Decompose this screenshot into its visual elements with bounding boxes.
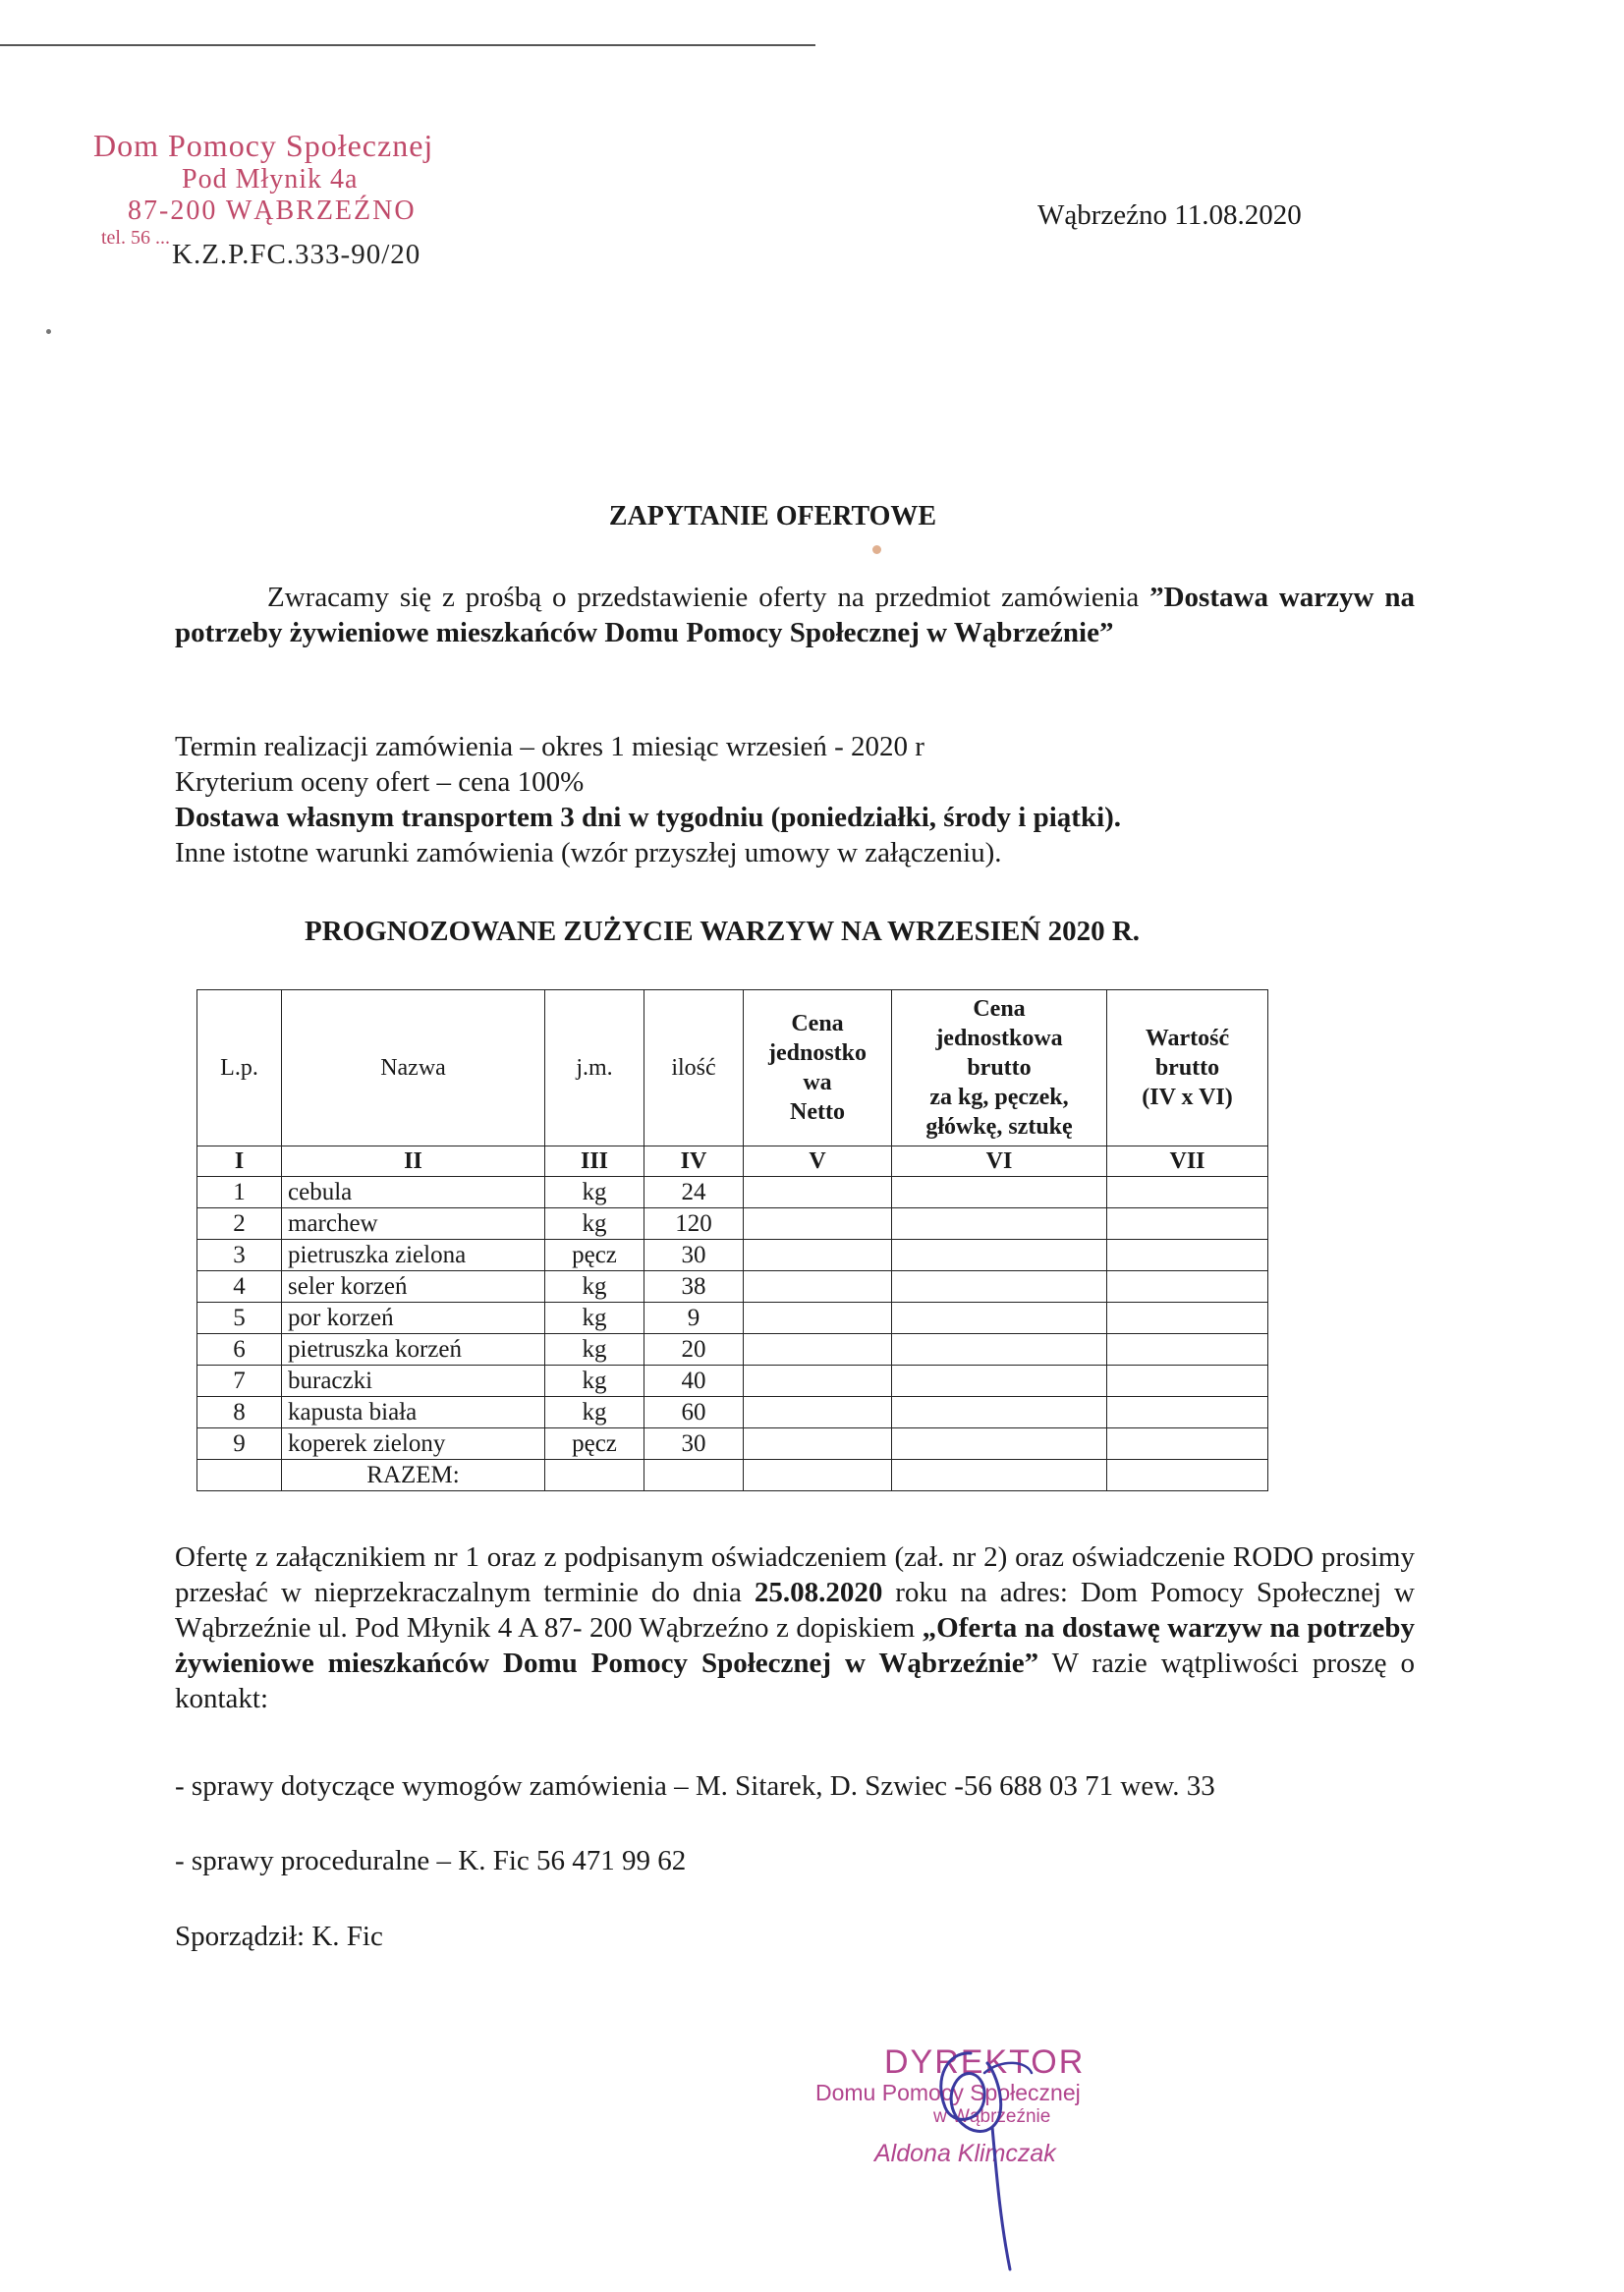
- item-name: pietruszka zielona: [282, 1240, 545, 1271]
- header-gross-value: Wartość brutto (IV x VI): [1107, 990, 1268, 1146]
- row-number: 4: [197, 1271, 282, 1303]
- submission-text: Ofertę z załącznikiem nr 1 oraz z podpisanym oświadczeniem (zał. nr 2) oraz oświadczenie RODO prosimy przesłać w nieprzekraczalnym terminie do dnia: [175, 1541, 1415, 1608]
- director-stamp-institution: Domu Pomocy Społecznej: [815, 2080, 1081, 2105]
- header-unit: j.m.: [545, 990, 644, 1146]
- item-name: koperek zielony: [282, 1428, 545, 1460]
- item-quantity: 38: [644, 1271, 744, 1303]
- header-quantity: ilość: [644, 990, 744, 1146]
- top-rule: [0, 44, 815, 46]
- net-price-cell: [744, 1177, 892, 1208]
- term-line: Termin realizacji zamówienia – okres 1 miesiąc wrzesień - 2020 r: [175, 731, 924, 762]
- row-number: 3: [197, 1240, 282, 1271]
- gross-price-cell: [892, 1397, 1107, 1428]
- contact-intro: W razie wątpliwości proszę o kontakt:: [175, 1648, 1415, 1714]
- row-number: 9: [197, 1428, 282, 1460]
- intro-text: Zwracamy się z prośbą o przedstawienie oferty na przedmiot zamówienia: [267, 582, 1140, 613]
- item-unit: kg: [545, 1334, 644, 1366]
- item-name: por korzeń: [282, 1303, 545, 1334]
- gross-price-cell: [892, 1240, 1107, 1271]
- delivery-line: Dostawa własnym transportem 3 dni w tygodniu (poniedziałki, środy i piątki).: [175, 802, 1122, 833]
- net-price-cell: [744, 1208, 892, 1240]
- header-lp: L.p.: [197, 990, 282, 1146]
- table-body: [197, 1177, 1268, 1460]
- gross-price-cell: [892, 1177, 1107, 1208]
- gross-value-cell: [1107, 1366, 1268, 1397]
- table-row: [197, 1208, 1268, 1240]
- item-quantity: 24: [644, 1177, 744, 1208]
- submission-address: roku na adres: Dom Pomocy Społecznej w Wąbrzeźnie ul. Pod Młynik 4 A 87- 200 Wąbrzeźno z dopiskiem: [175, 1577, 1415, 1644]
- place-date: Wąbrzeźno 11.08.2020: [1037, 199, 1302, 231]
- item-unit: kg: [545, 1271, 644, 1303]
- item-name: kapusta biała: [282, 1397, 545, 1428]
- net-price-cell: [744, 1240, 892, 1271]
- item-quantity: 30: [644, 1240, 744, 1271]
- gross-value-cell: [1107, 1240, 1268, 1271]
- table-row: [197, 1397, 1268, 1428]
- item-quantity: 30: [644, 1428, 744, 1460]
- item-quantity: 9: [644, 1303, 744, 1334]
- item-name: marchew: [282, 1208, 545, 1240]
- header-unit-price-net: Cena jednostko wa Netto: [744, 990, 892, 1146]
- director-stamp-city: w Wąbrzeźnie: [933, 2106, 1051, 2127]
- column-numbers-row: [197, 1146, 1268, 1177]
- column-number: III: [545, 1146, 644, 1177]
- gross-price-cell: [892, 1428, 1107, 1460]
- handwritten-signature: [894, 2034, 1061, 2279]
- column-number: VII: [1107, 1146, 1268, 1177]
- document-title: ZAPYTANIE OFERTOWE: [608, 501, 937, 531]
- item-quantity: 20: [644, 1334, 744, 1366]
- column-number: V: [744, 1146, 892, 1177]
- prepared-by: Sporządził: K. Fic: [175, 1921, 383, 1952]
- row-number: 6: [197, 1334, 282, 1366]
- contact-procedure: - sprawy proceduralne – K. Fic 56 471 99 62: [175, 1845, 687, 1876]
- total-row: [197, 1460, 1268, 1491]
- scan-speck: [46, 329, 51, 334]
- table-row: [197, 1334, 1268, 1366]
- gross-value-cell: [1107, 1303, 1268, 1334]
- contact-order: - sprawy dotyczące wymogów zamówienia – M. Sitarek, D. Szwiec -56 688 03 71 wew. 33: [175, 1770, 1215, 1802]
- item-unit: pęcz: [545, 1240, 644, 1271]
- item-quantity: 40: [644, 1366, 744, 1397]
- gross-value-cell: [1107, 1177, 1268, 1208]
- column-number: IV: [644, 1146, 744, 1177]
- scan-speck: [872, 545, 881, 554]
- gross-price-cell: [892, 1334, 1107, 1366]
- institution-stamp: [93, 128, 433, 250]
- row-number: 1: [197, 1177, 282, 1208]
- stamp-line-street: Pod Młynik 4a: [182, 164, 359, 195]
- criterion-line: Kryterium oceny ofert – cena 100%: [175, 766, 585, 798]
- item-name: buraczki: [282, 1366, 545, 1397]
- item-name: pietruszka korzeń: [282, 1334, 545, 1366]
- header-unit-price-gross: Cena jednostkowa brutto za kg, pęczek, główkę, sztukę: [892, 990, 1107, 1146]
- envelope-label: „Oferta na dostawę warzyw na potrzeby żywieniowe mieszkańców Domu Pomocy Społecznej w Wąbrzeźnie”: [175, 1612, 1415, 1679]
- net-price-cell: [744, 1397, 892, 1428]
- director-stamp-title: DYREKTOR: [884, 2043, 1086, 2081]
- gross-value-cell: [1107, 1334, 1268, 1366]
- net-price-cell: [744, 1334, 892, 1366]
- row-number: 5: [197, 1303, 282, 1334]
- item-quantity: 60: [644, 1397, 744, 1428]
- item-unit: pęcz: [545, 1428, 644, 1460]
- column-number: VI: [892, 1146, 1107, 1177]
- table-row: [197, 1366, 1268, 1397]
- row-number: 2: [197, 1208, 282, 1240]
- gross-value-cell: [1107, 1208, 1268, 1240]
- reference-number: K.Z.P.FC.333-90/20: [172, 239, 421, 270]
- director-stamp-name: Aldona Klimczak: [874, 2140, 1056, 2167]
- table-row: [197, 1428, 1268, 1460]
- item-name: cebula: [282, 1177, 545, 1208]
- item-unit: kg: [545, 1366, 644, 1397]
- order-subject: ”Dostawa warzyw na potrzeby żywieniowe mieszkańców Domu Pomocy Społecznej w Wąbrzeźnie”: [175, 582, 1415, 648]
- item-quantity: 120: [644, 1208, 744, 1240]
- gross-value-cell: [1107, 1271, 1268, 1303]
- item-unit: kg: [545, 1397, 644, 1428]
- intro-paragraph: [175, 580, 1415, 650]
- net-price-cell: [744, 1366, 892, 1397]
- gross-price-cell: [892, 1271, 1107, 1303]
- item-unit: kg: [545, 1177, 644, 1208]
- table-row: [197, 1271, 1268, 1303]
- stamp-line-city: 87-200 WĄBRZEŹNO: [128, 196, 417, 226]
- vegetable-table: [196, 989, 1268, 1491]
- submission-deadline: 25.08.2020: [754, 1577, 883, 1608]
- table-row: [197, 1177, 1268, 1208]
- net-price-cell: [744, 1271, 892, 1303]
- table-row: [197, 1240, 1268, 1271]
- item-unit: kg: [545, 1303, 644, 1334]
- submission-paragraph: [175, 1539, 1415, 1716]
- total-label: RAZEM:: [282, 1460, 545, 1491]
- gross-price-cell: [892, 1303, 1107, 1334]
- column-number: II: [282, 1146, 545, 1177]
- gross-price-cell: [892, 1208, 1107, 1240]
- row-number: 8: [197, 1397, 282, 1428]
- gross-value-cell: [1107, 1428, 1268, 1460]
- column-number: I: [197, 1146, 282, 1177]
- conditions-block: [175, 729, 1415, 870]
- other-conditions-line: Inne istotne warunki zamówienia (wzór przyszłej umowy w załączeniu).: [175, 837, 1002, 868]
- table-row: [197, 1303, 1268, 1334]
- row-number: 7: [197, 1366, 282, 1397]
- item-unit: kg: [545, 1208, 644, 1240]
- net-price-cell: [744, 1303, 892, 1334]
- header-name: Nazwa: [282, 990, 545, 1146]
- item-name: seler korzeń: [282, 1271, 545, 1303]
- stamp-line-phone: tel. 56 ...: [101, 227, 170, 249]
- stamp-line-name: Dom Pomocy Społecznej: [93, 128, 434, 163]
- gross-price-cell: [892, 1366, 1107, 1397]
- gross-value-cell: [1107, 1397, 1268, 1428]
- table-title: PROGNOZOWANE ZUŻYCIE WARZYW NA WRZESIEŃ 2020 R.: [305, 916, 1141, 947]
- net-price-cell: [744, 1428, 892, 1460]
